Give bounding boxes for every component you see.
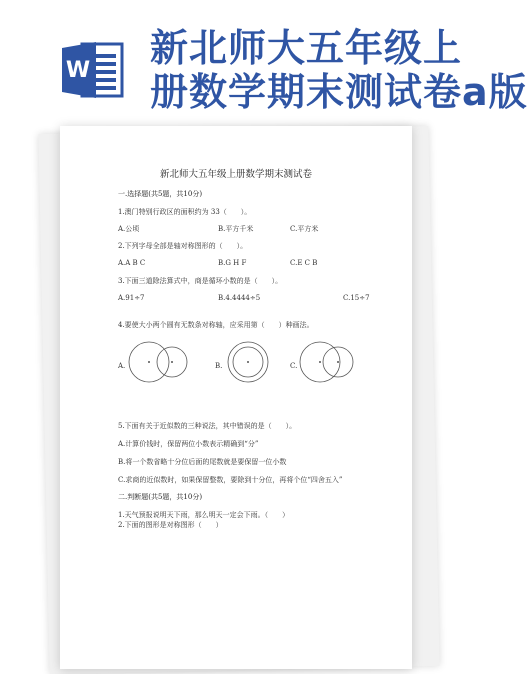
question-4: 4.要使大小两个圆有无数条对称轴，应采用第（ ）种画法。	[118, 321, 314, 329]
q4-option-a: A.	[118, 362, 126, 370]
question-1: 1.澳门特别行政区的面积约为 33（ ）。	[118, 208, 252, 216]
banner-title	[150, 26, 528, 114]
judge-question-1: 1.天气预报说明天下雨，那么明天一定会下雨。（ ）	[118, 511, 290, 519]
q2-option-b: B.G H F	[218, 259, 247, 267]
banner-title-line2: 册数学期末测试卷a版	[150, 70, 528, 114]
q1-option-b: B.平方千米	[218, 225, 254, 233]
banner	[0, 0, 528, 118]
document-title: 新北师大五年级上册数学期末测试卷	[159, 169, 312, 180]
word-document-icon	[62, 40, 126, 100]
q2-option-a: A.A B C	[118, 259, 146, 267]
q4-figure-c	[294, 340, 364, 386]
q5-option-b: B.将一个数省略十分位后面的尾数就是要保留一位小数	[118, 458, 287, 466]
q4-figure-b	[220, 340, 280, 386]
q5-option-c: C.求商的近似数时，如果保留整数，要除到十分位，再将个位“四舍五入”	[118, 476, 343, 484]
judge-question-2: 2.下面的图形是对称图形（ ）	[118, 521, 223, 529]
q1-option-a: A.公顷	[118, 225, 140, 233]
banner-title-line1: 新北师大五年级上	[150, 26, 463, 70]
q2-option-c: C.E C B	[290, 259, 318, 267]
q1-option-c: C.平方米	[290, 225, 319, 233]
question-5: 5.下面有关于近似数的三种说法，其中错误的是（ ）。	[118, 422, 297, 430]
document-content	[60, 126, 412, 669]
q5-option-a: A.计算价钱时，保留两位小数表示精确到“分”	[118, 440, 259, 448]
q4-option-c: C.	[290, 362, 298, 370]
question-2: 2.下列字母全部是轴对称图形的（ ）。	[118, 242, 248, 250]
question-3: 3.下面三道除法算式中，商是循环小数的是（ ）。	[118, 277, 283, 285]
q3-option-c: C.15÷7	[343, 294, 370, 302]
document-page	[60, 126, 412, 669]
section-judge-heading: 二.判断题(共5题，共10分)	[118, 493, 203, 501]
word-logo-letter: W	[65, 58, 91, 83]
q4-figure-a	[124, 340, 204, 386]
q3-option-a: A.91÷7	[118, 294, 145, 302]
q3-option-b: B.4.4444÷5	[218, 294, 261, 302]
section-choice-heading: 一.选择题(共5题，共10分)	[118, 190, 203, 198]
q4-option-b: B.	[215, 362, 223, 370]
